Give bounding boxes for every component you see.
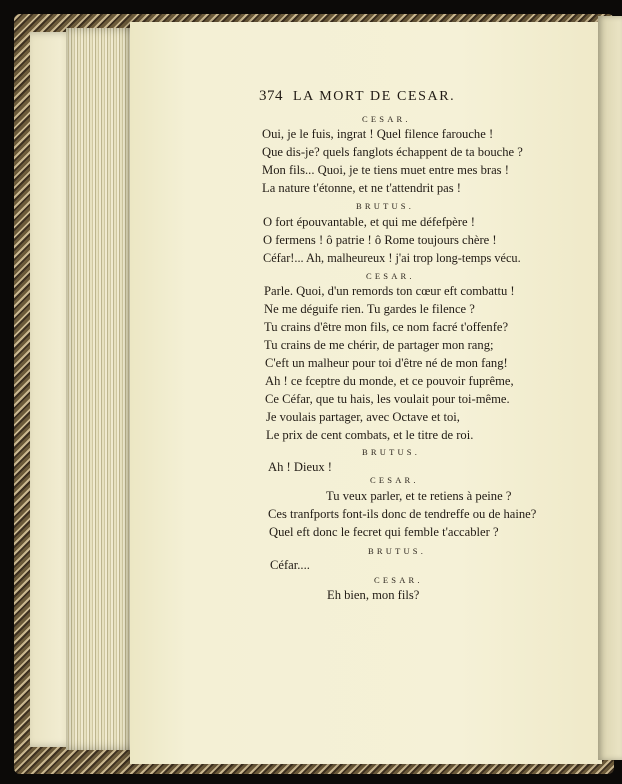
verse-line: Tu crains de me chérir, de partager mon rang; [264, 338, 494, 352]
speaker-brutus: BRUTUS. [368, 546, 427, 556]
verse-line: Ce Céfar, que tu hais, les voulait pour toi-même. [265, 392, 510, 406]
verse-line: Tu veux parler, et te retiens à peine ? [326, 489, 512, 503]
verse-line: Ne me déguife rien. Tu gardes le filence ? [264, 302, 475, 316]
verse-line: Je voulais partager, avec Octave et toi, [266, 410, 460, 424]
verse-line: Oui, je le fuis, ingrat ! Quel filence farouche ! [262, 127, 494, 141]
verse-line: La nature t'étonne, et ne t'attendrit pas ! [262, 181, 461, 195]
verse-line: Céfar!... Ah, malheureux ! j'ai trop long-temps vécu. [263, 251, 521, 265]
verse-line: Ces tranfports font-ils donc de tendreffe ou de haine? [268, 507, 537, 521]
speaker-cesar: CESAR. [370, 475, 419, 485]
right-page-edge [598, 16, 622, 760]
speaker-brutus: BRUTUS. [362, 447, 421, 457]
verse-line: Céfar.... [270, 558, 310, 572]
speaker-cesar: CESAR. [362, 114, 411, 124]
verse-line: Parle. Quoi, d'un remords ton cœur eft combattu ! [264, 284, 515, 298]
running-header [259, 88, 499, 105]
verse-line: C'eft un malheur pour toi d'être né de mon fang! [265, 356, 508, 370]
speaker-cesar: CESAR. [366, 271, 415, 281]
verse-line: Mon fils... Quoi, je te tiens muet entre mes bras ! [262, 163, 509, 177]
speaker-brutus: BRUTUS. [356, 201, 415, 211]
verse-line: O fermens ! ô patrie ! ô Rome toujours chère ! [263, 233, 497, 247]
verse-line: Quel eft donc le fecret qui femble t'accabler ? [269, 525, 499, 539]
verse-line: Ah ! ce fceptre du monde, et ce pouvoir fuprême, [265, 374, 514, 388]
verse-line: O fort épouvantable, et qui me défefpère ! [263, 215, 475, 229]
page-number: 374 [259, 88, 283, 104]
speaker-cesar: CESAR. [374, 575, 423, 585]
verse-line: Eh bien, mon fils? [327, 588, 420, 602]
verse-line: Tu crains d'être mon fils, ce nom facré t'offenfe? [264, 320, 509, 334]
verse-line: Le prix de cent combats, et le titre de roi. [266, 428, 474, 442]
verse-line: Ah ! Dieux ! [268, 460, 333, 474]
verse-line: Que dis-je? quels fanglots échappent de ta bouche ? [262, 145, 523, 159]
running-title: LA MORT DE CESAR. [293, 89, 456, 104]
